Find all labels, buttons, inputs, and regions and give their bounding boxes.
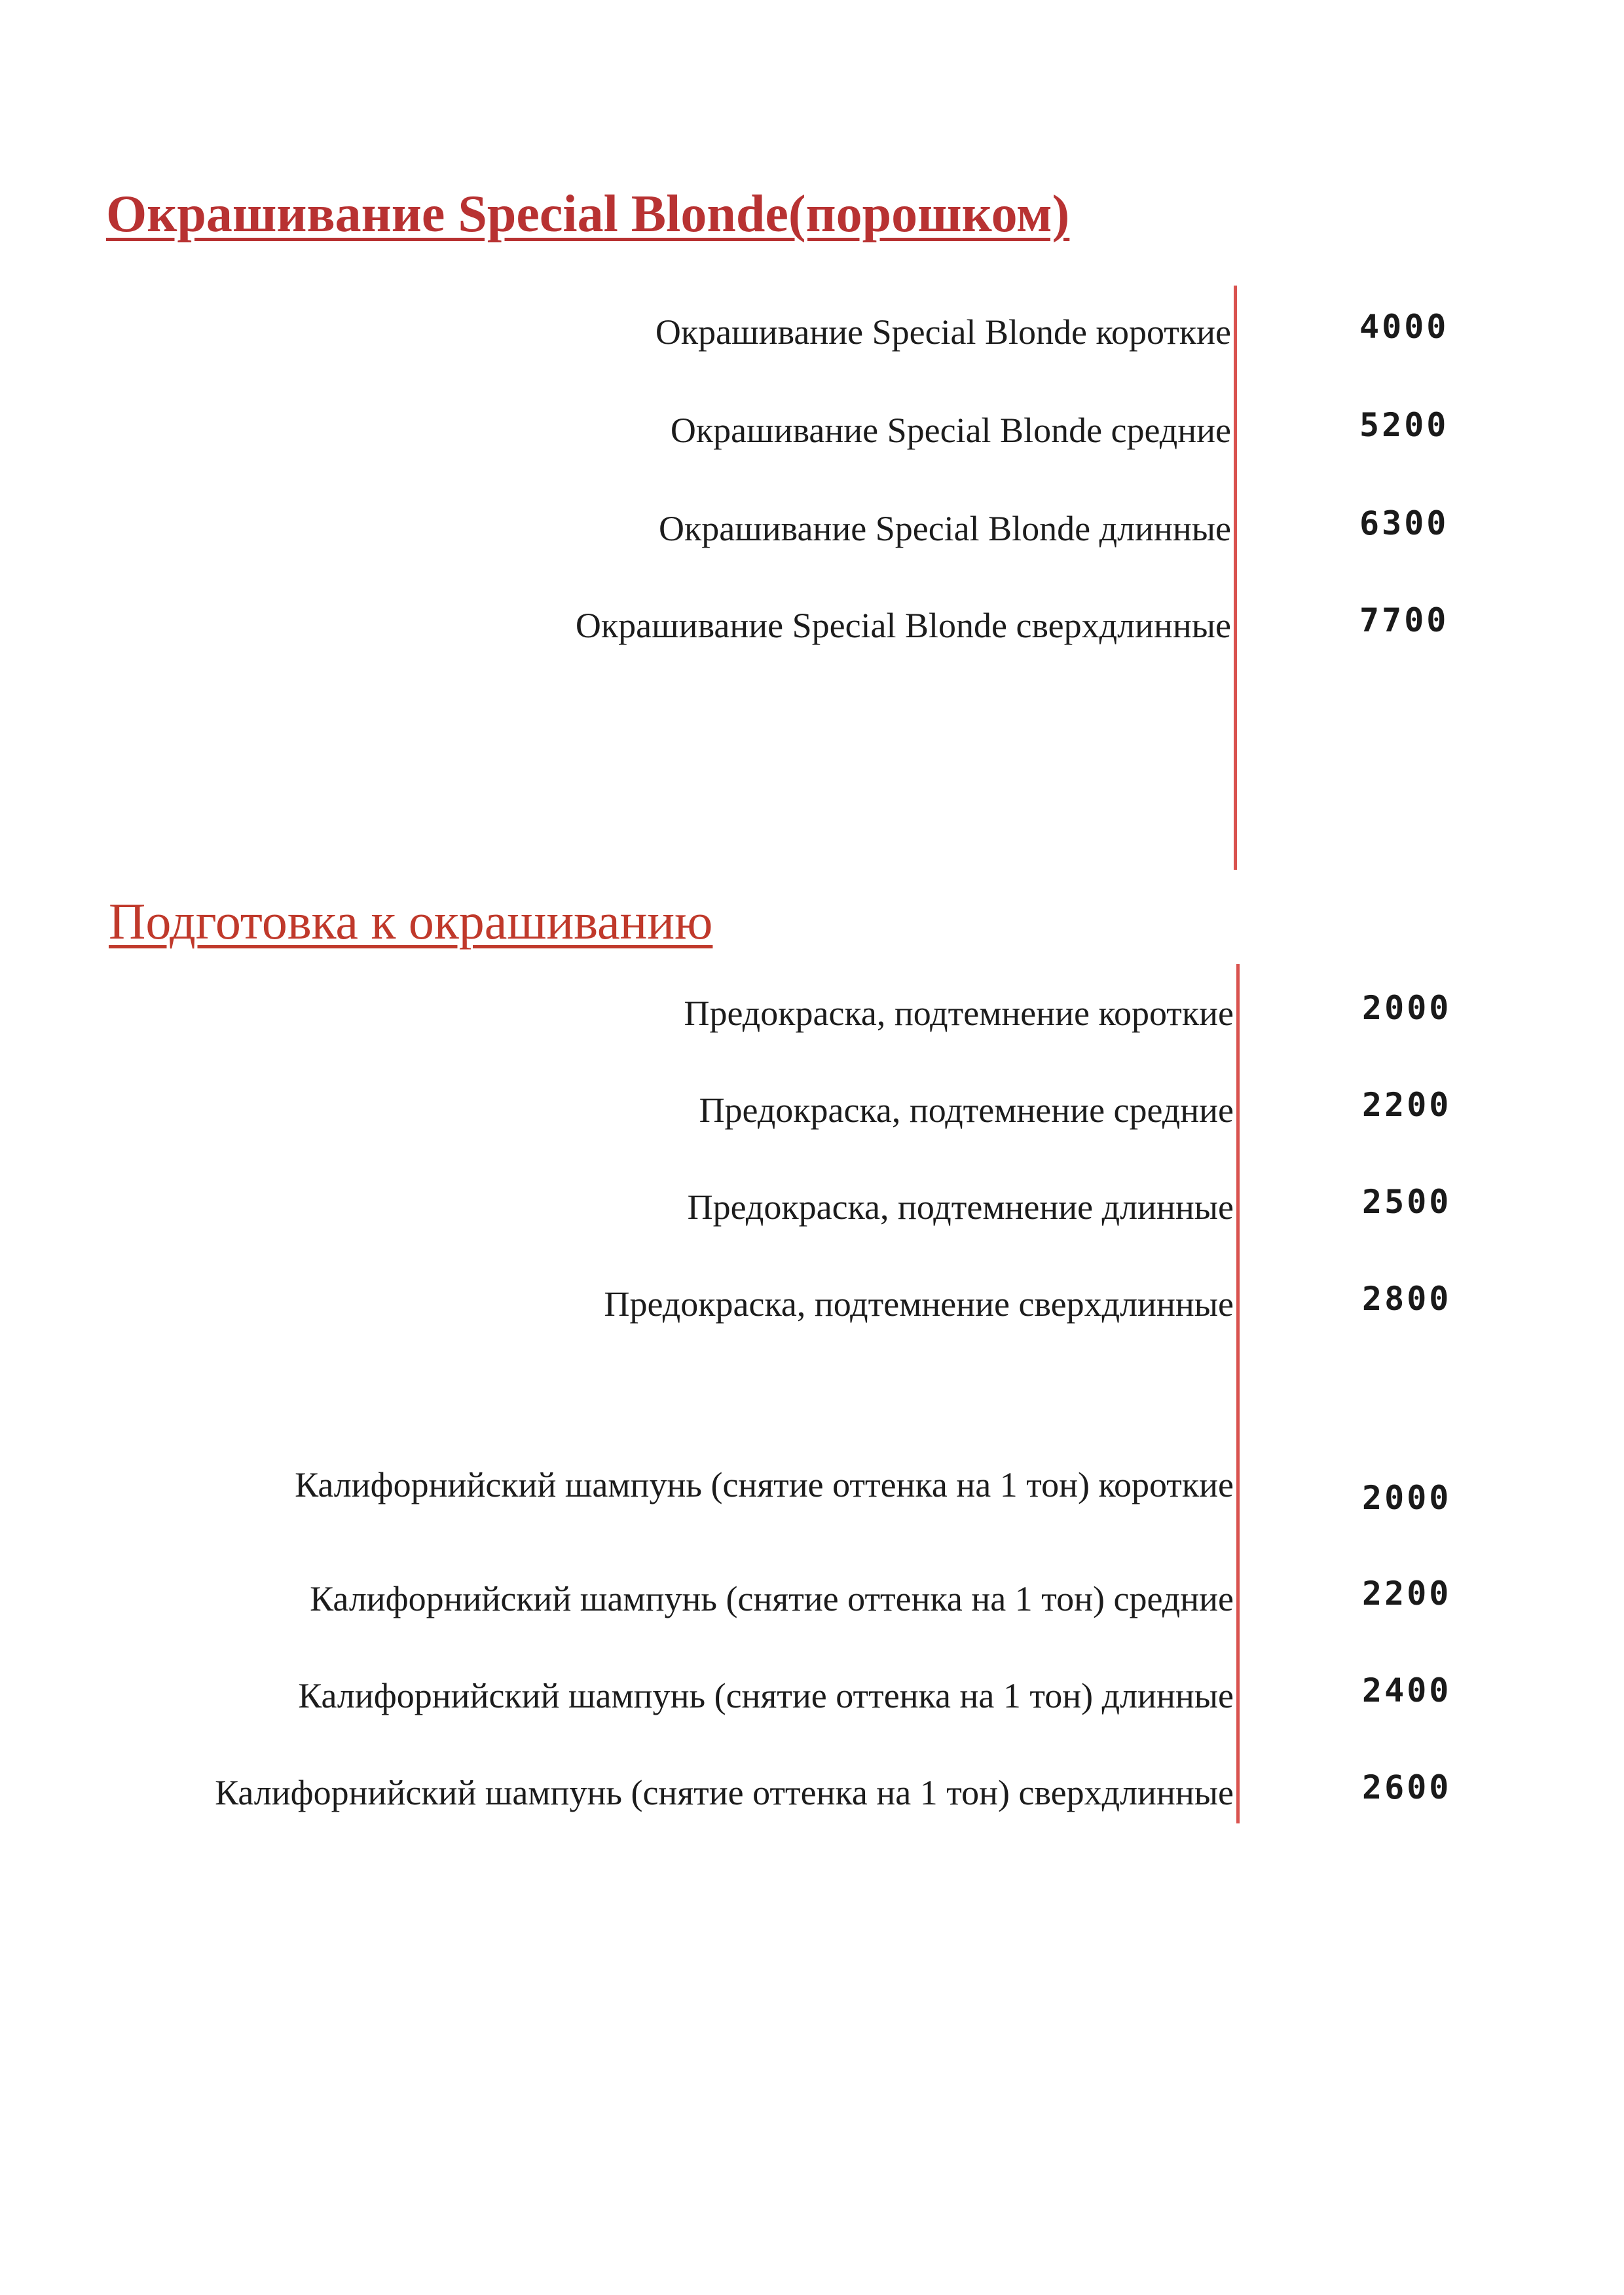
price-row xyxy=(0,308,1624,371)
service-name: Предокраска, подтемнение длинные xyxy=(687,1187,1234,1227)
service-price: 2500 xyxy=(1362,1183,1452,1221)
service-name: Калифорнийский шампунь (снятие оттенка на 1 тон) сверхдлинные xyxy=(215,1773,1234,1812)
price-row xyxy=(0,504,1624,567)
service-name: Калифорнийский шампунь (снятие оттенка на 1 тон) длинные xyxy=(298,1676,1234,1715)
price-row xyxy=(0,1575,1624,1637)
service-price: 7700 xyxy=(1359,601,1449,639)
service-name: Калифорнийский шампунь (снятие оттенка на 1 тон) короткие xyxy=(295,1465,1234,1504)
service-name: Калифорнийский шампунь (снятие оттенка на 1 тон) средние xyxy=(310,1579,1234,1618)
price-row xyxy=(0,1183,1624,1246)
service-price: 4000 xyxy=(1359,308,1449,346)
price-row xyxy=(0,989,1624,1052)
price-row xyxy=(0,601,1624,664)
service-price: 2600 xyxy=(1362,1768,1452,1806)
price-row xyxy=(0,406,1624,469)
service-price: 2800 xyxy=(1362,1280,1452,1318)
price-row xyxy=(0,1280,1624,1343)
service-price: 2200 xyxy=(1362,1575,1452,1613)
service-price: 2200 xyxy=(1362,1086,1452,1124)
service-price: 2000 xyxy=(1362,989,1452,1027)
service-name: Предокраска, подтемнение сверхдлинные xyxy=(604,1284,1234,1324)
service-name: Предокраска, подтемнение короткие xyxy=(684,994,1234,1033)
service-name: Окрашивание Special Blonde сверхдлинные xyxy=(575,606,1231,645)
service-price: 2400 xyxy=(1362,1671,1452,1709)
divider-line xyxy=(1234,286,1237,870)
service-name: Окрашивание Special Blonde средние xyxy=(670,411,1231,450)
service-price: 6300 xyxy=(1359,504,1449,542)
section-title-special-blonde: Окрашивание Special Blonde(порошком) xyxy=(106,185,1070,243)
price-row xyxy=(0,1465,1624,1523)
service-price: 2000 xyxy=(1362,1479,1452,1517)
service-name: Окрашивание Special Blonde короткие xyxy=(655,312,1231,352)
price-row xyxy=(0,1768,1624,1831)
price-row xyxy=(0,1671,1624,1734)
service-name: Окрашивание Special Blonde длинные xyxy=(659,509,1231,548)
section-title-preparation: Подготовка к окрашиванию xyxy=(109,893,713,950)
service-price: 5200 xyxy=(1359,406,1449,444)
service-name: Предокраска, подтемнение средние xyxy=(699,1091,1234,1130)
price-row xyxy=(0,1086,1624,1149)
